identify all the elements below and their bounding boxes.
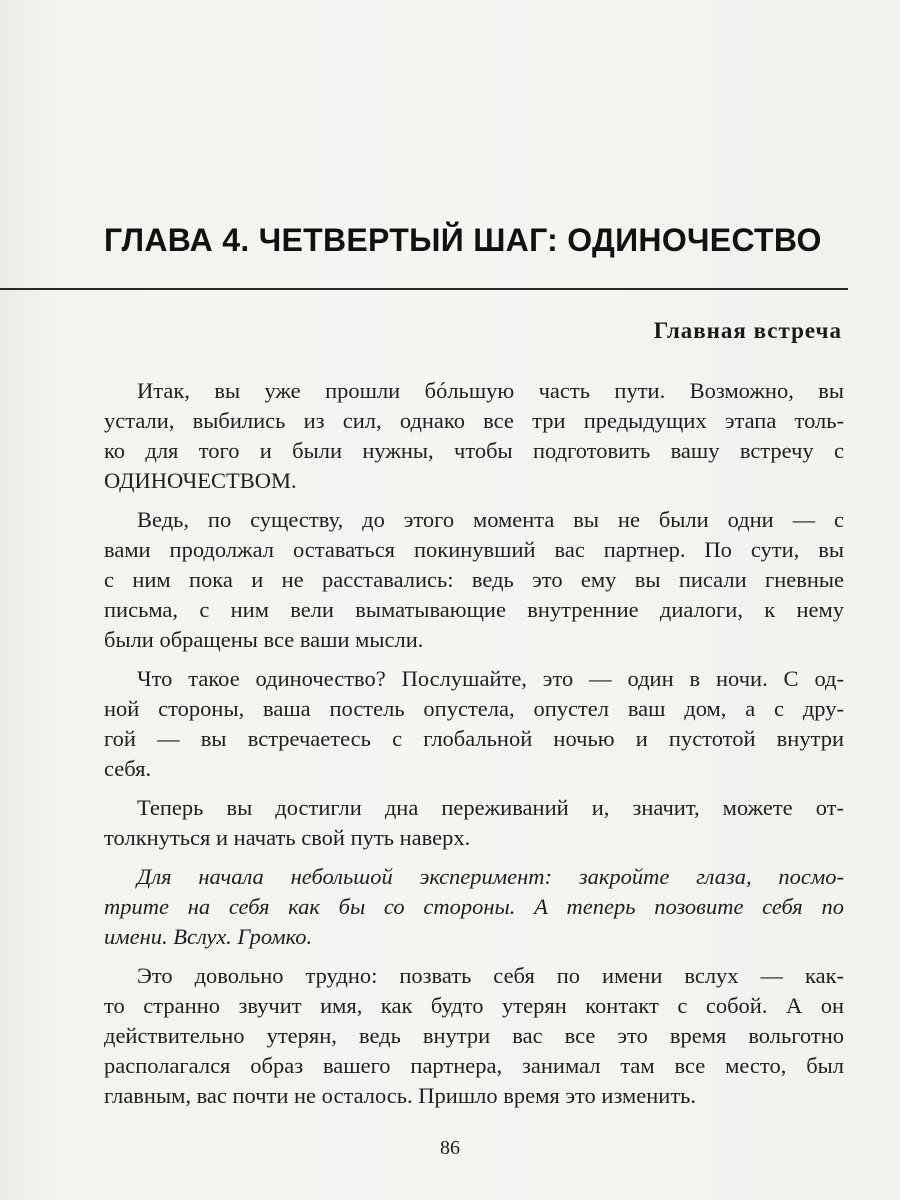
text-line: ОДИНОЧЕСТВОМ. (104, 468, 297, 493)
text-line: были обращены все ваши мысли. (104, 627, 424, 652)
text-line: Для начала небольшой эксперимент: закройте глаза, посмо- (137, 864, 844, 889)
chapter-title: ГЛАВА 4. ЧЕТВЕРТЫЙ ШАГ: ОДИНОЧЕСТВО (104, 222, 822, 258)
text-line: Теперь вы достигли дна переживаний и, значит, можете от- (137, 795, 844, 820)
page-number: 86 (440, 1137, 460, 1159)
paragraph (104, 793, 844, 853)
text-line: письма, с ним вели выматывающие внутренние диалоги, к нему (104, 597, 844, 622)
text-line: располагался образ вашего партнера, занимал там все место, был (104, 1053, 844, 1078)
text-line: имени. Вслух. Громко. (104, 924, 313, 949)
section-title: Главная встреча (653, 318, 842, 343)
paragraph (104, 862, 844, 952)
body-text (104, 376, 844, 1120)
text-line: себя. (104, 756, 152, 781)
text-line: то странно звучит имя, как будто утерян контакт с собой. А он (104, 993, 844, 1018)
text-line: действительно утерян, ведь внутри вас все это время вольготно (104, 1023, 844, 1048)
text-line: трите на себя как бы со стороны. А теперь позовите себя по (104, 894, 844, 919)
chapter-divider (0, 288, 848, 290)
text-line: толкнуться и начать свой путь наверх. (104, 825, 471, 850)
text-line: устали, выбились из сил, однако все три предыдущих этапа толь- (104, 408, 844, 433)
paragraph (104, 961, 844, 1111)
text-line: с ним пока и не расставались: ведь это ему вы писали гневные (104, 567, 844, 592)
text-line: Это довольно трудно: позвать себя по имени вслух — как- (137, 963, 844, 988)
text-line: Итак, вы уже прошли бóльшую часть пути. Возможно, вы (137, 378, 844, 403)
text-line: Что такое одиночество? Послушайте, это — один в ночи. С од- (137, 666, 844, 691)
text-line: Ведь, по существу, до этого момента вы не были одни — с (137, 507, 844, 532)
paragraph (104, 376, 844, 496)
text-line: гой — вы встречаетесь с глобальной ночью и пустотой внутри (104, 726, 844, 751)
paragraph (104, 505, 844, 655)
paragraph (104, 664, 844, 784)
text-line: ной стороны, ваша постель опустела, опустел ваш дом, а с дру- (104, 696, 844, 721)
text-line: ко для того и были нужны, чтобы подготовить вашу встречу с (104, 438, 844, 463)
text-line: вами продолжал оставаться покинувший вас партнер. По сути, вы (104, 537, 844, 562)
text-line: главным, вас почти не осталось. Пришло время это изменить. (104, 1083, 697, 1108)
